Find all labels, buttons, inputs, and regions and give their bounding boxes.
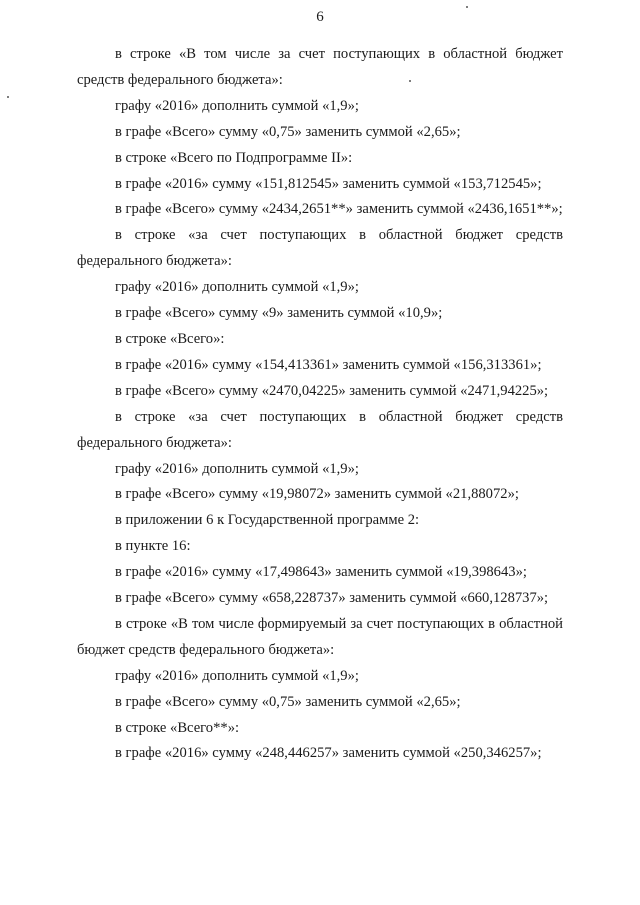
paragraph: в графе «Всего» сумму «19,98072» заменить суммой «21,88072»; [115,486,519,503]
paragraph: в пункте 16: [115,538,191,555]
paragraph: графу «2016» дополнить суммой «1,9»; [115,279,359,296]
paragraph: в строке «В том числе за счет поступающих в областной бюджет средств федерального бюджета»: [77,46,563,88]
paragraph: в графе «2016» сумму «248,446257» заменить суммой «250,346257»; [115,745,542,762]
paragraph: в строке «В том числе формируемый за счет поступающих в областной бюджет средств федерального бюджета»: [77,615,563,658]
paragraph: в графе «2016» сумму «17,498643» заменить суммой «19,398643»; [115,564,527,581]
paragraph: в графе «Всего» сумму «0,75» заменить суммой «2,65»; [115,693,461,710]
scan-speck [7,96,9,98]
scan-speck [466,6,468,8]
paragraph: в строке «Всего**»: [115,719,240,736]
paragraph: графу «2016» дополнить суммой «1,9»; [115,97,359,114]
paragraph: в графе «Всего» сумму «2470,04225» заменить суммой «2471,94225»; [115,382,549,399]
document-body [77,42,563,767]
paragraph: в графе «Всего» сумму «9» заменить суммой «10,9»; [115,305,443,322]
paragraph: в строке «Всего по Подпрограмме II»: [115,149,353,166]
page-number: 6 [316,9,324,25]
paragraph: в строке «за счет поступающих в областной бюджет средств федерального бюджета»: [77,227,563,270]
paragraph: в графе «Всего» сумму «658,228737» заменить суммой «660,128737»; [115,590,549,607]
paragraph: в строке «Всего»: [115,330,225,347]
paragraph: в графе «Всего» сумму «2434,2651**» заменить суммой «2436,1651**»; [115,201,563,218]
paragraph: в строке «за счет поступающих в областной бюджет средств федерального бюджета»: [77,408,563,451]
paragraph: в графе «2016» сумму «151,812545» заменить суммой «153,712545»; [115,175,542,192]
paragraph: в графе «Всего» сумму «0,75» заменить суммой «2,65»; [115,123,461,140]
paragraph: в графе «2016» сумму «154,413361» заменить суммой «156,313361»; [115,356,542,373]
paragraph: в приложении 6 к Государственной программе 2: [115,512,420,529]
paragraph: графу «2016» дополнить суммой «1,9»; [115,460,359,477]
paragraph: графу «2016» дополнить суммой «1,9»; [115,667,359,684]
